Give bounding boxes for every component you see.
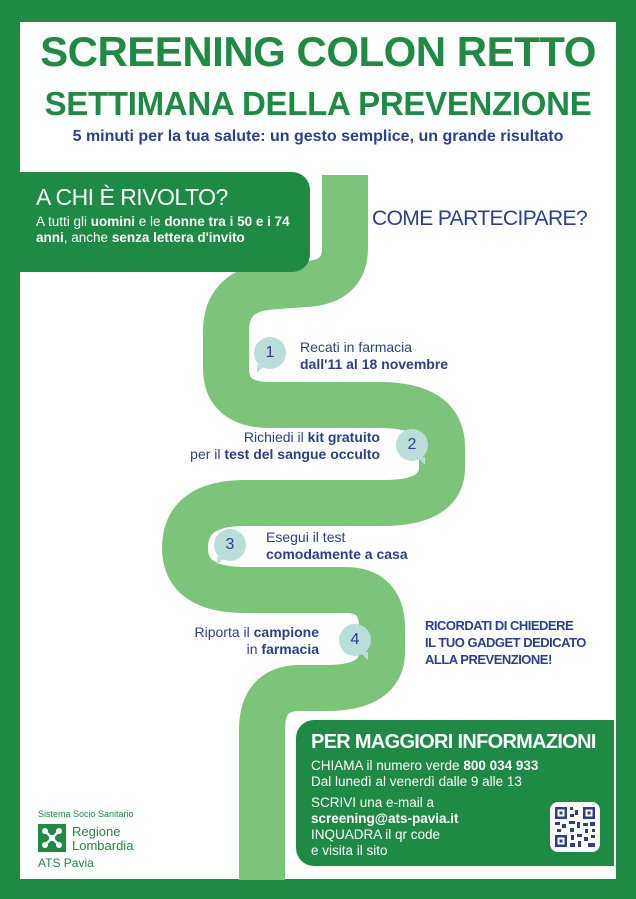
ats-pavia-label: ATS Pavia	[38, 856, 94, 870]
qr-code[interactable]	[550, 802, 600, 852]
title-line-2: SETTIMANA DELLA PREVENZIONE	[44, 85, 592, 122]
step-4-badge: 4	[339, 624, 371, 656]
step-1-text: Recati in farmacia dall'11 al 18 novembre	[300, 339, 449, 372]
target-audience-title: A CHI È RIVOLTO?	[36, 184, 228, 210]
step-2-text: Richiedi il kit gratuito per il test del sangue occulto	[190, 429, 380, 462]
more-info-title: PER MAGGIORI INFORMAZIONI	[311, 731, 596, 753]
regione-lombardia-logo-icon	[38, 824, 66, 852]
step-3-text: Esegui il test comodamente a casa	[266, 529, 408, 562]
contact-details	[311, 758, 538, 859]
step-3-badge: 3	[214, 529, 246, 561]
phone-number[interactable]: 800 034 933	[463, 758, 539, 773]
qr-code-icon	[550, 802, 600, 852]
target-audience-text: A tutti gli uomini e le donne tra i 50 e i 74 anni, anche senza lettera d'invito	[36, 214, 290, 245]
phone-line: CHIAMA il numero verde 800 034 933	[311, 758, 539, 773]
regione-lombardia-name: Regione Lombardia	[72, 824, 134, 853]
qr-prompt-1: INQUADRA il qr code	[311, 827, 441, 842]
step-4-text: Riporta il campione in farmacia	[194, 624, 319, 657]
email-prompt: SCRIVI una e-mail a	[311, 795, 435, 810]
title-line-1: SCREENING COLON RETTO	[40, 28, 596, 75]
qr-prompt-2: e visita il sito	[311, 843, 388, 858]
health-system-label: Sistema Socio Sanitario	[38, 809, 134, 819]
office-hours: Dal lunedì al venerdì dalle 9 alle 13	[311, 774, 522, 789]
email-address[interactable]: screening@ats-pavia.it	[311, 811, 459, 826]
how-to-participate-title: COME PARTECIPARE?	[372, 207, 588, 230]
step-2-badge: 2	[396, 429, 428, 461]
step-1-badge: 1	[254, 337, 286, 369]
subtitle: 5 minuti per la tua salute: un gesto semplice, un grande risultato	[72, 128, 564, 145]
more-info-box	[296, 720, 614, 866]
gadget-reminder: RICORDATI DI CHIEDERE IL TUO GADGET DEDICATO ALLA PREVENZIONE!	[425, 618, 586, 667]
target-audience-box	[20, 172, 310, 272]
